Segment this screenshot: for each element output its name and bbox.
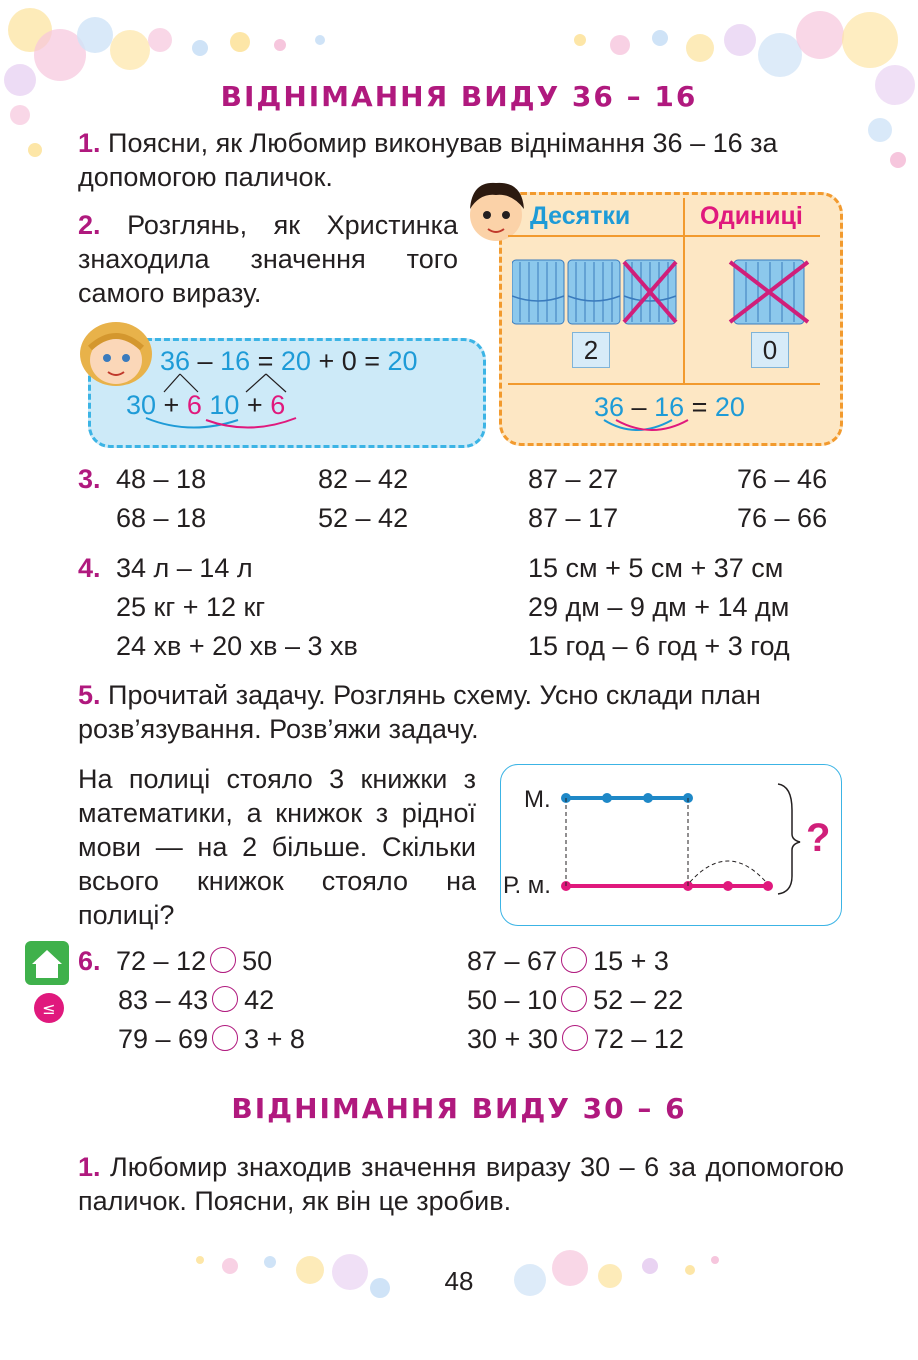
section-heading: ВІДНІМАННЯ ВИДУ 36 – 16 — [220, 80, 698, 113]
expr-part: – — [624, 392, 655, 422]
task-number: 6. — [78, 946, 101, 976]
compare-row — [118, 985, 274, 1016]
expr-part: + — [156, 390, 187, 420]
task-text: Любомир знаходив значення виразу 30 – 6 за допомогою паличок. Поясни, як він це зробив. — [78, 1152, 844, 1216]
expr-part: 36 — [160, 346, 191, 376]
compare-left: 72 – 12 — [116, 946, 207, 976]
expr-part: 10 — [209, 390, 240, 420]
task-text: Розглянь, як Христинка знаходила значення того самого виразу. — [78, 210, 458, 308]
compare-circle[interactable] — [210, 947, 236, 973]
task-5 — [78, 678, 844, 746]
expr-part: = — [684, 392, 715, 422]
compare-left: 79 – 69 — [118, 1024, 209, 1054]
expr-part: 16 — [654, 392, 685, 422]
task3-cell: 87 – 27 — [528, 464, 619, 494]
expr-part: 20 — [280, 346, 311, 376]
task-1-second — [78, 1150, 844, 1218]
compare-circle[interactable] — [212, 1025, 238, 1051]
compare-left: 30 + 30 — [467, 1024, 558, 1054]
task-number: 1. — [78, 1152, 101, 1182]
scheme-label-m: М. — [524, 786, 551, 813]
task-number: 5. — [78, 680, 101, 710]
task4-expr: 25 кг + 12 кг — [116, 592, 266, 622]
comparison-icon — [33, 992, 65, 1024]
compare-circle[interactable] — [562, 1025, 588, 1051]
compare-row — [467, 985, 683, 1016]
scheme-question: ? — [806, 816, 831, 860]
compare-right: 50 — [242, 946, 273, 976]
boy-expression-arcs — [596, 414, 716, 438]
task4-expr: 15 год – 6 год + 3 год — [528, 631, 790, 661]
compare-left: 83 – 43 — [118, 985, 209, 1015]
task-text: Поясни, як Любомир виконував віднімання 36 – 16 за допомогою паличок. — [78, 128, 778, 192]
home-icon[interactable] — [24, 940, 70, 986]
expr-part: 16 — [220, 346, 251, 376]
section-heading: ВІДНІМАННЯ ВИДУ 30 – 6 — [231, 1092, 687, 1125]
task-1 — [78, 126, 844, 194]
compare-right: 42 — [244, 985, 275, 1015]
page-number: 48 — [444, 1266, 474, 1296]
expr-part: = — [250, 346, 281, 376]
task3-cell: 68 – 18 — [116, 503, 207, 533]
task-text: Прочитай задачу. Розглянь схему. Усно склади план розв’язування. Розв’яжи задачу. — [78, 680, 761, 744]
compare-circle[interactable] — [212, 986, 238, 1012]
task3-cell: 87 – 17 — [528, 503, 619, 533]
compare-right: 15 + 3 — [593, 946, 669, 976]
compare-left: 50 – 10 — [467, 985, 558, 1015]
word-problem: На полиці стояло 3 книжки з математики, а книжок з рідної мови — на 2 більше. Скільки всього книжок стояло на полиці? — [78, 764, 476, 930]
expr-part: 30 — [126, 390, 157, 420]
tens-result-box: 2 — [572, 332, 610, 368]
task-number: 3. — [78, 464, 101, 494]
ones-result-box: 0 — [751, 332, 789, 368]
expr-part: 6 — [186, 390, 202, 420]
ones-label: Одиниці — [700, 202, 803, 230]
task-number: 4. — [78, 553, 101, 583]
task4-expr: 15 см + 5 см + 37 см — [528, 553, 784, 583]
scheme-label-rm: Р. м. — [503, 872, 551, 899]
task3-cell: 82 – 42 — [318, 464, 409, 494]
task4-expr: 24 хв + 20 хв – 3 хв — [116, 631, 358, 661]
expr-part: 36 — [594, 392, 625, 422]
expr-part: 6 — [270, 390, 286, 420]
compare-circle[interactable] — [561, 947, 587, 973]
task4-expr: 34 л – 14 л — [116, 553, 253, 583]
task-number: 2. — [78, 210, 101, 240]
compare-row — [467, 946, 669, 977]
compare-left: 87 – 67 — [467, 946, 558, 976]
tens-label: Десятки — [530, 202, 631, 230]
task-number: 1. — [78, 128, 101, 158]
expr-part: + — [239, 390, 271, 420]
decomposition-lines — [120, 370, 320, 430]
task3-cell: 76 – 66 — [737, 503, 828, 533]
expr-part: – — [190, 346, 221, 376]
compare-row — [467, 1024, 684, 1055]
expr-part: 20 — [387, 346, 418, 376]
compare-row — [116, 946, 272, 977]
expr-part: 20 — [714, 392, 745, 422]
compare-right: 72 – 12 — [593, 1024, 684, 1054]
compare-right: 3 + 8 — [244, 1024, 305, 1054]
compare-circle[interactable] — [561, 986, 587, 1012]
task3-cell: 76 – 46 — [737, 464, 828, 494]
compare-right: 52 – 22 — [593, 985, 684, 1015]
task4-expr: 29 дм – 9 дм + 14 дм — [528, 592, 790, 622]
scheme-diagram — [556, 780, 806, 900]
svg-text:≤: ≤ — [42, 999, 56, 1018]
task3-cell: 52 – 42 — [318, 503, 409, 533]
expr-part: + 0 = — [310, 346, 388, 376]
task3-cell: 48 – 18 — [116, 464, 207, 494]
task-2 — [78, 208, 458, 310]
compare-row — [118, 1024, 305, 1055]
stick-bundles — [512, 258, 822, 328]
